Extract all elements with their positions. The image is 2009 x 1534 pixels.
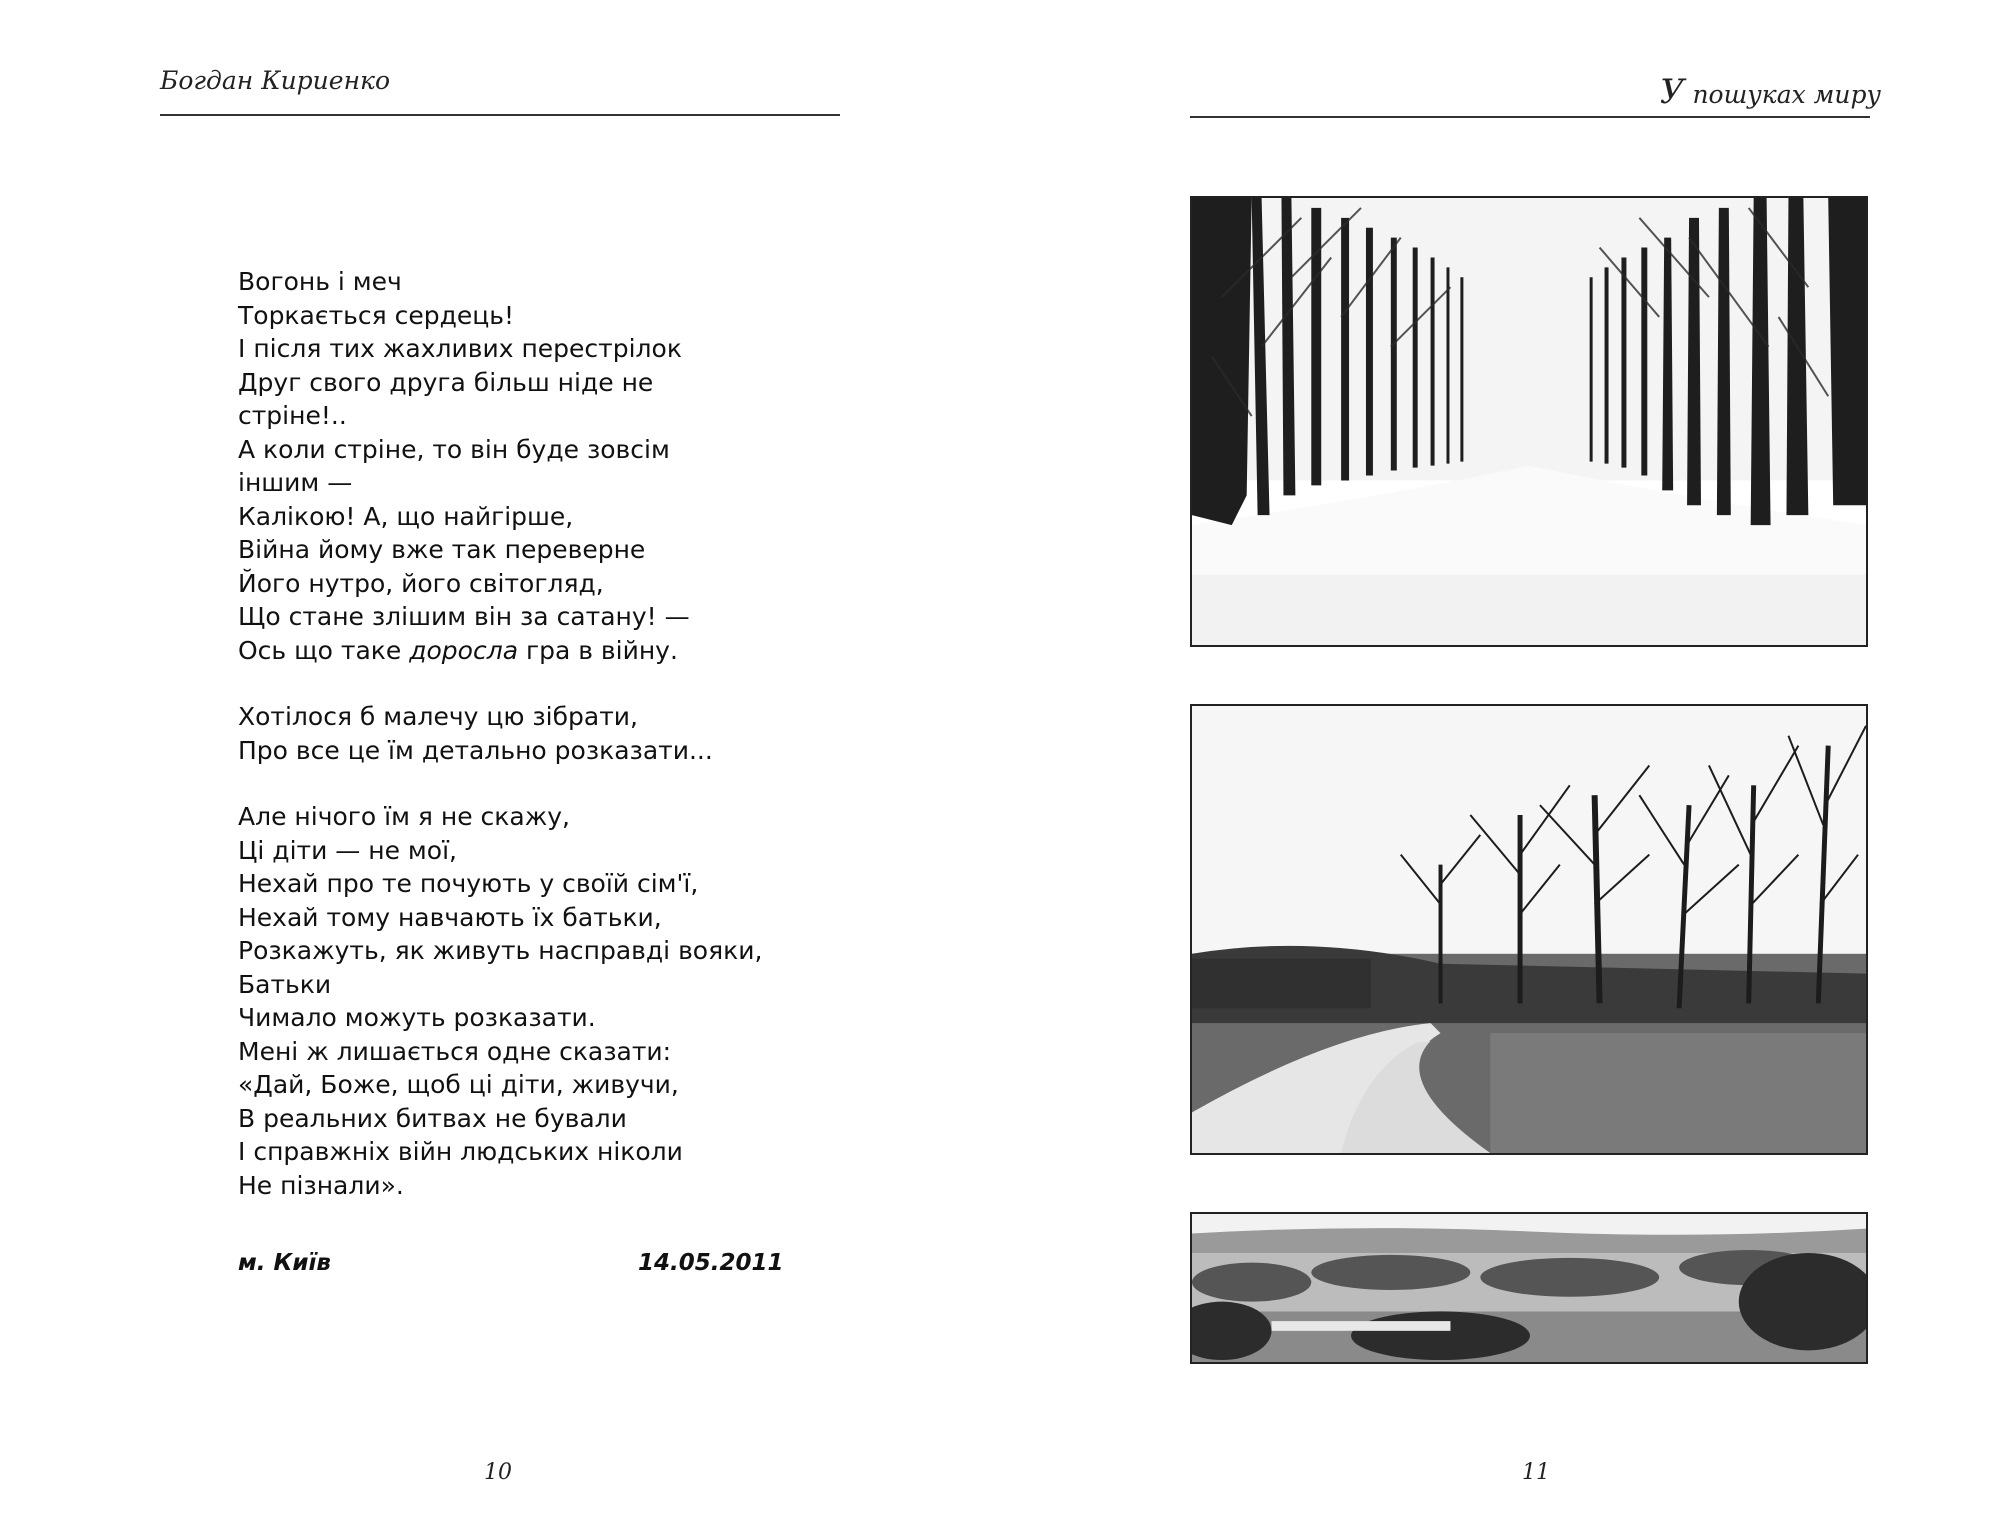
poem-line: Вогонь і меч	[238, 267, 402, 296]
stanza	[238, 265, 838, 667]
photo-winter-alley	[1190, 196, 1868, 647]
poem-line-final	[238, 634, 838, 668]
stanza	[238, 700, 838, 767]
poem-line: іншим —	[238, 468, 353, 497]
poem-line: Друг свого друга більш ніде не	[238, 367, 654, 397]
poem-line: А коли стріне, то він буде зовсім	[238, 434, 670, 464]
running-head-initial: У	[1659, 72, 1685, 112]
photo-country-road	[1190, 704, 1868, 1155]
poem-line: І після тих жахливих перестрілок	[238, 334, 682, 363]
poem-date: 14.05.2011	[638, 1250, 784, 1276]
final-line-after: гра в війну.	[518, 635, 678, 665]
running-head-author: Богдан Кириенко	[160, 66, 391, 95]
header-rule	[1190, 116, 1870, 118]
running-head-title	[1660, 72, 1881, 112]
poem-line: Калікою! А, що найгірше,	[238, 501, 574, 531]
poem-line: Розкажуть, як живуть насправді вояки,	[238, 936, 763, 965]
poem-line: Війна йому вже так переверне	[238, 535, 646, 564]
poem	[238, 265, 838, 1235]
poem-line: Ці діти — не мої,	[238, 835, 457, 865]
final-line-before: Ось що таке	[238, 635, 410, 665]
poem-line: Нехай про те почують у своїй сім'ї,	[238, 869, 699, 898]
poem-line: Чимало можуть розказати.	[238, 1003, 596, 1032]
poem-line: Батьки	[238, 969, 332, 999]
poem-line: Але нічого їм я не скажу,	[238, 802, 570, 831]
page-number: 10	[484, 1460, 512, 1485]
poem-line: Хотілося б малечу цю зібрати,	[238, 702, 638, 731]
right-page	[1004, 0, 2009, 1534]
poem-line: І справжніх війн людських ніколи	[238, 1137, 683, 1166]
poem-line: Що стане злішим він за сатану! —	[238, 602, 690, 631]
poem-line: В реальних битвах не бували	[238, 1103, 627, 1133]
poem-line: Його нутро, його світогляд,	[238, 568, 604, 598]
poem-line: стріне!..	[238, 401, 347, 430]
poem-line: Не пізнали».	[238, 1170, 404, 1200]
header-rule	[160, 114, 840, 116]
poem-line: Про все це їм детально розказати...	[238, 735, 713, 765]
final-line-emphasis: доросла	[409, 635, 519, 665]
poem-line: Нехай тому навчають їх батьки,	[238, 902, 662, 932]
stanza	[238, 800, 838, 1202]
left-page	[0, 0, 1004, 1534]
page-number: 11	[1522, 1460, 1550, 1485]
poem-line: Торкається сердець!	[238, 300, 515, 330]
poem-place: м. Київ	[238, 1250, 331, 1276]
running-head-rest: пошуках миру	[1684, 80, 1881, 109]
poem-line: Мені ж лишається одне сказати:	[238, 1036, 672, 1066]
poem-line: «Дай, Боже, щоб ці діти, живучи,	[238, 1070, 679, 1099]
photo-panorama	[1190, 1212, 1868, 1364]
